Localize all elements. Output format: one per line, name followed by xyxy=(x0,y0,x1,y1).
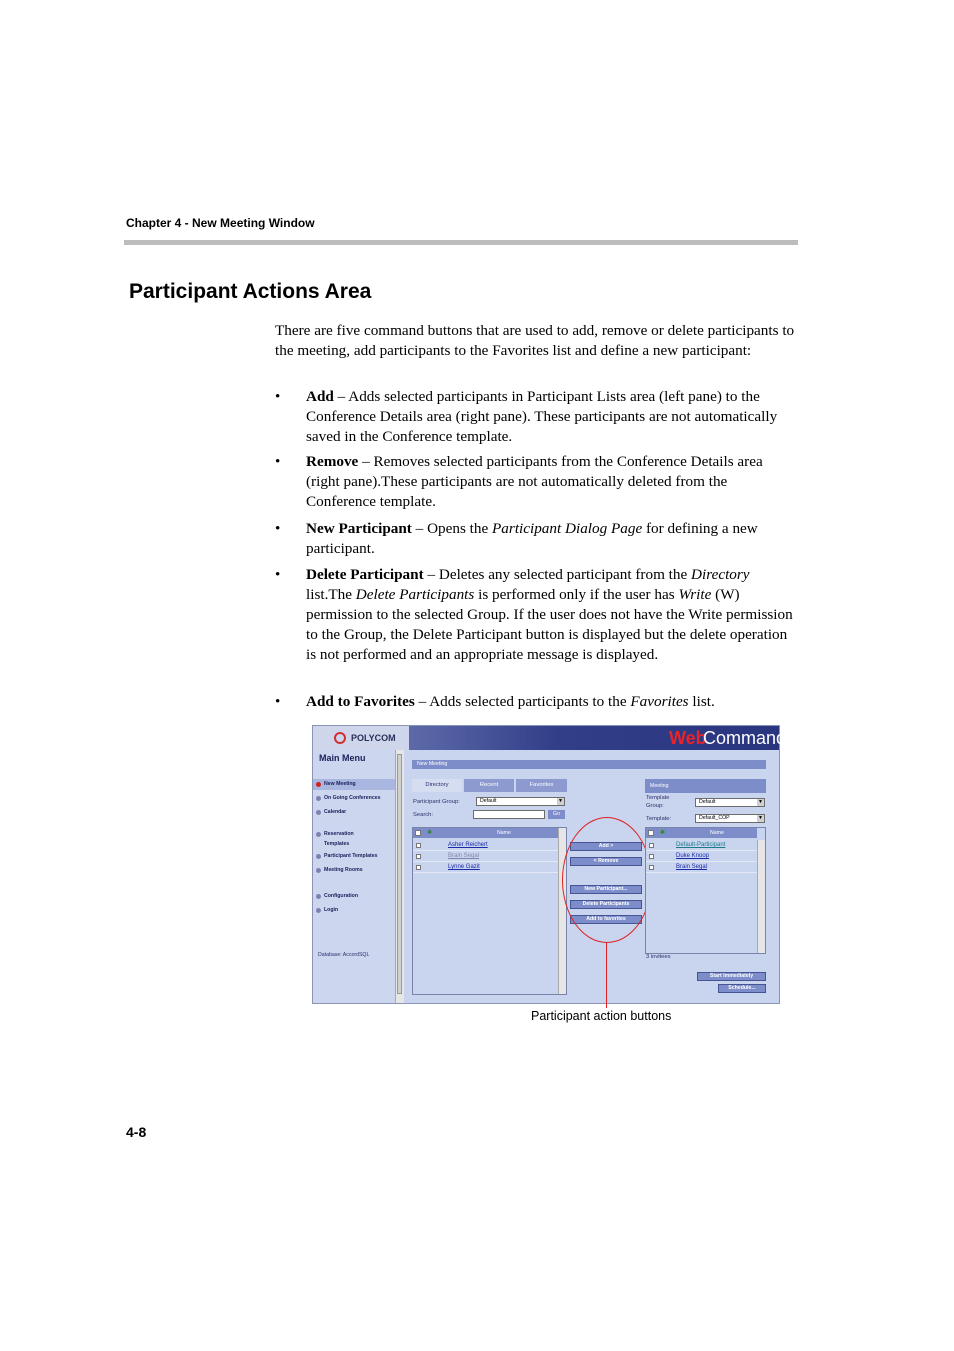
section-title: Participant Actions Area xyxy=(129,280,372,303)
search-label: Search: xyxy=(413,812,433,818)
intro-paragraph: There are five command buttons that are used to add, remove or delete participants to the meeting, add participants to the Favorites list and define a new participant: xyxy=(275,322,795,359)
add-button[interactable]: Add > xyxy=(570,842,642,851)
webcommander-screenshot xyxy=(312,725,803,1004)
bullet-icon xyxy=(316,832,321,837)
tab-directory[interactable]: Directory xyxy=(412,779,462,792)
brand-commander: Commander xyxy=(703,728,803,748)
new-meeting-header: New Meeting xyxy=(412,760,766,769)
bullet-icon xyxy=(316,868,321,873)
participant-tabs xyxy=(412,779,567,792)
nav-item-new-meeting[interactable]: New Meeting xyxy=(313,779,395,790)
row-checkbox[interactable] xyxy=(649,854,654,859)
template-group-label: Template xyxy=(646,795,670,801)
bullet-term: Remove xyxy=(306,453,359,470)
bullet-marker: • xyxy=(275,566,281,583)
directory-list xyxy=(412,827,567,995)
nav-item-reservation[interactable]: Reservation xyxy=(313,829,395,840)
row-checkbox[interactable] xyxy=(416,854,421,859)
brand-web: Web xyxy=(669,728,707,748)
nav-item-configuration[interactable]: Configuration xyxy=(313,891,395,902)
row-checkbox[interactable] xyxy=(416,865,421,870)
row-checkbox[interactable] xyxy=(649,843,654,848)
chevron-down-icon: ▼ xyxy=(758,799,763,805)
bullet-icon xyxy=(316,796,321,801)
database-label: Database: AccordSQL xyxy=(318,952,370,958)
nav-item-calendar[interactable]: Calendar xyxy=(313,807,395,818)
highlight-circle xyxy=(562,817,652,943)
nav-item-participant-templates[interactable]: Participant Templates xyxy=(313,851,395,862)
chevron-down-icon: ▼ xyxy=(558,798,563,804)
bullet-term: New Participant xyxy=(306,520,412,537)
main-menu-title: Main Menu xyxy=(319,753,366,763)
meeting-list-header: ✱ Name xyxy=(646,828,757,838)
search-input[interactable] xyxy=(473,810,545,819)
directory-list-header: ✱ Name xyxy=(413,828,558,838)
remove-button[interactable]: < Remove xyxy=(570,857,642,866)
bullet-term: Add xyxy=(306,388,334,405)
bullet-icon xyxy=(316,854,321,859)
chevron-down-icon: ▼ xyxy=(758,815,763,821)
bullet-marker: • xyxy=(275,520,281,537)
bullet-term: Delete Participant xyxy=(306,566,424,583)
bullet-icon xyxy=(316,782,321,787)
template-group-label-2: Group: xyxy=(646,803,664,809)
invitees-count: 3 invitees xyxy=(646,954,671,960)
template-select[interactable]: Default_COP ▼ xyxy=(695,814,765,823)
figure-caption: Participant action buttons xyxy=(531,1009,672,1023)
bullet-marker: • xyxy=(275,453,281,470)
row-checkbox[interactable] xyxy=(649,865,654,870)
bullet-icon xyxy=(316,894,321,899)
nav-item-login[interactable]: Login xyxy=(313,905,395,916)
go-button[interactable]: Go xyxy=(548,810,565,819)
start-immediately-button[interactable]: Start Immediately xyxy=(697,972,766,981)
add-to-favorites-button[interactable]: Add to favorites xyxy=(570,915,642,924)
main-menu-sidebar xyxy=(313,750,395,1003)
bullet-term: Add to Favorites xyxy=(306,693,415,710)
select-all-checkbox[interactable] xyxy=(648,830,654,836)
bullet-icon xyxy=(316,908,321,913)
meeting-header: Meeting xyxy=(645,779,766,793)
sidebar-scrollbar[interactable] xyxy=(395,750,404,1003)
table-row[interactable]: Brain Segal xyxy=(646,862,757,873)
table-row[interactable]: Duke Knoop xyxy=(646,851,757,862)
bullet-icon xyxy=(316,810,321,815)
template-label: Template: xyxy=(646,816,672,822)
participant-icon: ✱ xyxy=(427,830,433,836)
new-participant-button[interactable]: New Participant... xyxy=(570,885,642,894)
nav-item-templates[interactable]: Templates xyxy=(324,841,350,847)
bullet-description: Removes selected participants from the Conference Details area (right pane).These participants are not automatically deleted from the Conference template. xyxy=(306,453,763,510)
tab-recent[interactable]: Recent xyxy=(464,779,514,792)
participant-icon: ✱ xyxy=(660,830,666,836)
schedule-button[interactable]: Schedule... xyxy=(718,984,766,993)
meeting-list-scrollbar[interactable] xyxy=(757,840,765,953)
meeting-participants-list xyxy=(645,827,766,954)
polycom-logo: POLYCOM xyxy=(313,726,409,750)
table-row[interactable]: Brain Segal xyxy=(413,851,558,862)
row-checkbox[interactable] xyxy=(416,843,421,848)
tab-favorites[interactable]: Favorites xyxy=(516,779,567,792)
chapter-header: Chapter 4 - New Meeting Window xyxy=(126,216,315,230)
bullet-description: Adds selected participants in Participant Lists area (left pane) to the Conference Details area (right pane). These participants are not automatically saved in the Conference template. xyxy=(306,388,778,445)
participant-group-label: Participant Group: xyxy=(413,799,460,805)
bullet-marker: • xyxy=(275,388,281,405)
table-row[interactable]: Default-Participant xyxy=(646,840,757,851)
table-row[interactable]: Asher Reichert xyxy=(413,840,558,851)
delete-participants-button[interactable]: Delete Participants xyxy=(570,900,642,909)
callout-leader-line xyxy=(606,942,607,1008)
bullet-marker: • xyxy=(275,693,281,710)
table-row[interactable]: Lynne Gazit xyxy=(413,862,558,873)
directory-list-scrollbar[interactable] xyxy=(558,828,566,994)
nav-item-ongoing-conferences[interactable]: On Going Conferences xyxy=(313,793,395,804)
webcommander-banner xyxy=(409,726,803,750)
page-number: 4-8 xyxy=(126,1124,147,1140)
top-banner xyxy=(313,726,803,750)
header-rule xyxy=(124,240,798,245)
template-group-select[interactable]: Default ▼ xyxy=(695,798,765,807)
polycom-logo-icon xyxy=(334,732,346,744)
nav-item-meeting-rooms[interactable]: Meeting Rooms xyxy=(313,865,395,876)
select-all-checkbox[interactable] xyxy=(415,830,421,836)
participant-group-select[interactable]: Default ▼ xyxy=(476,797,565,806)
